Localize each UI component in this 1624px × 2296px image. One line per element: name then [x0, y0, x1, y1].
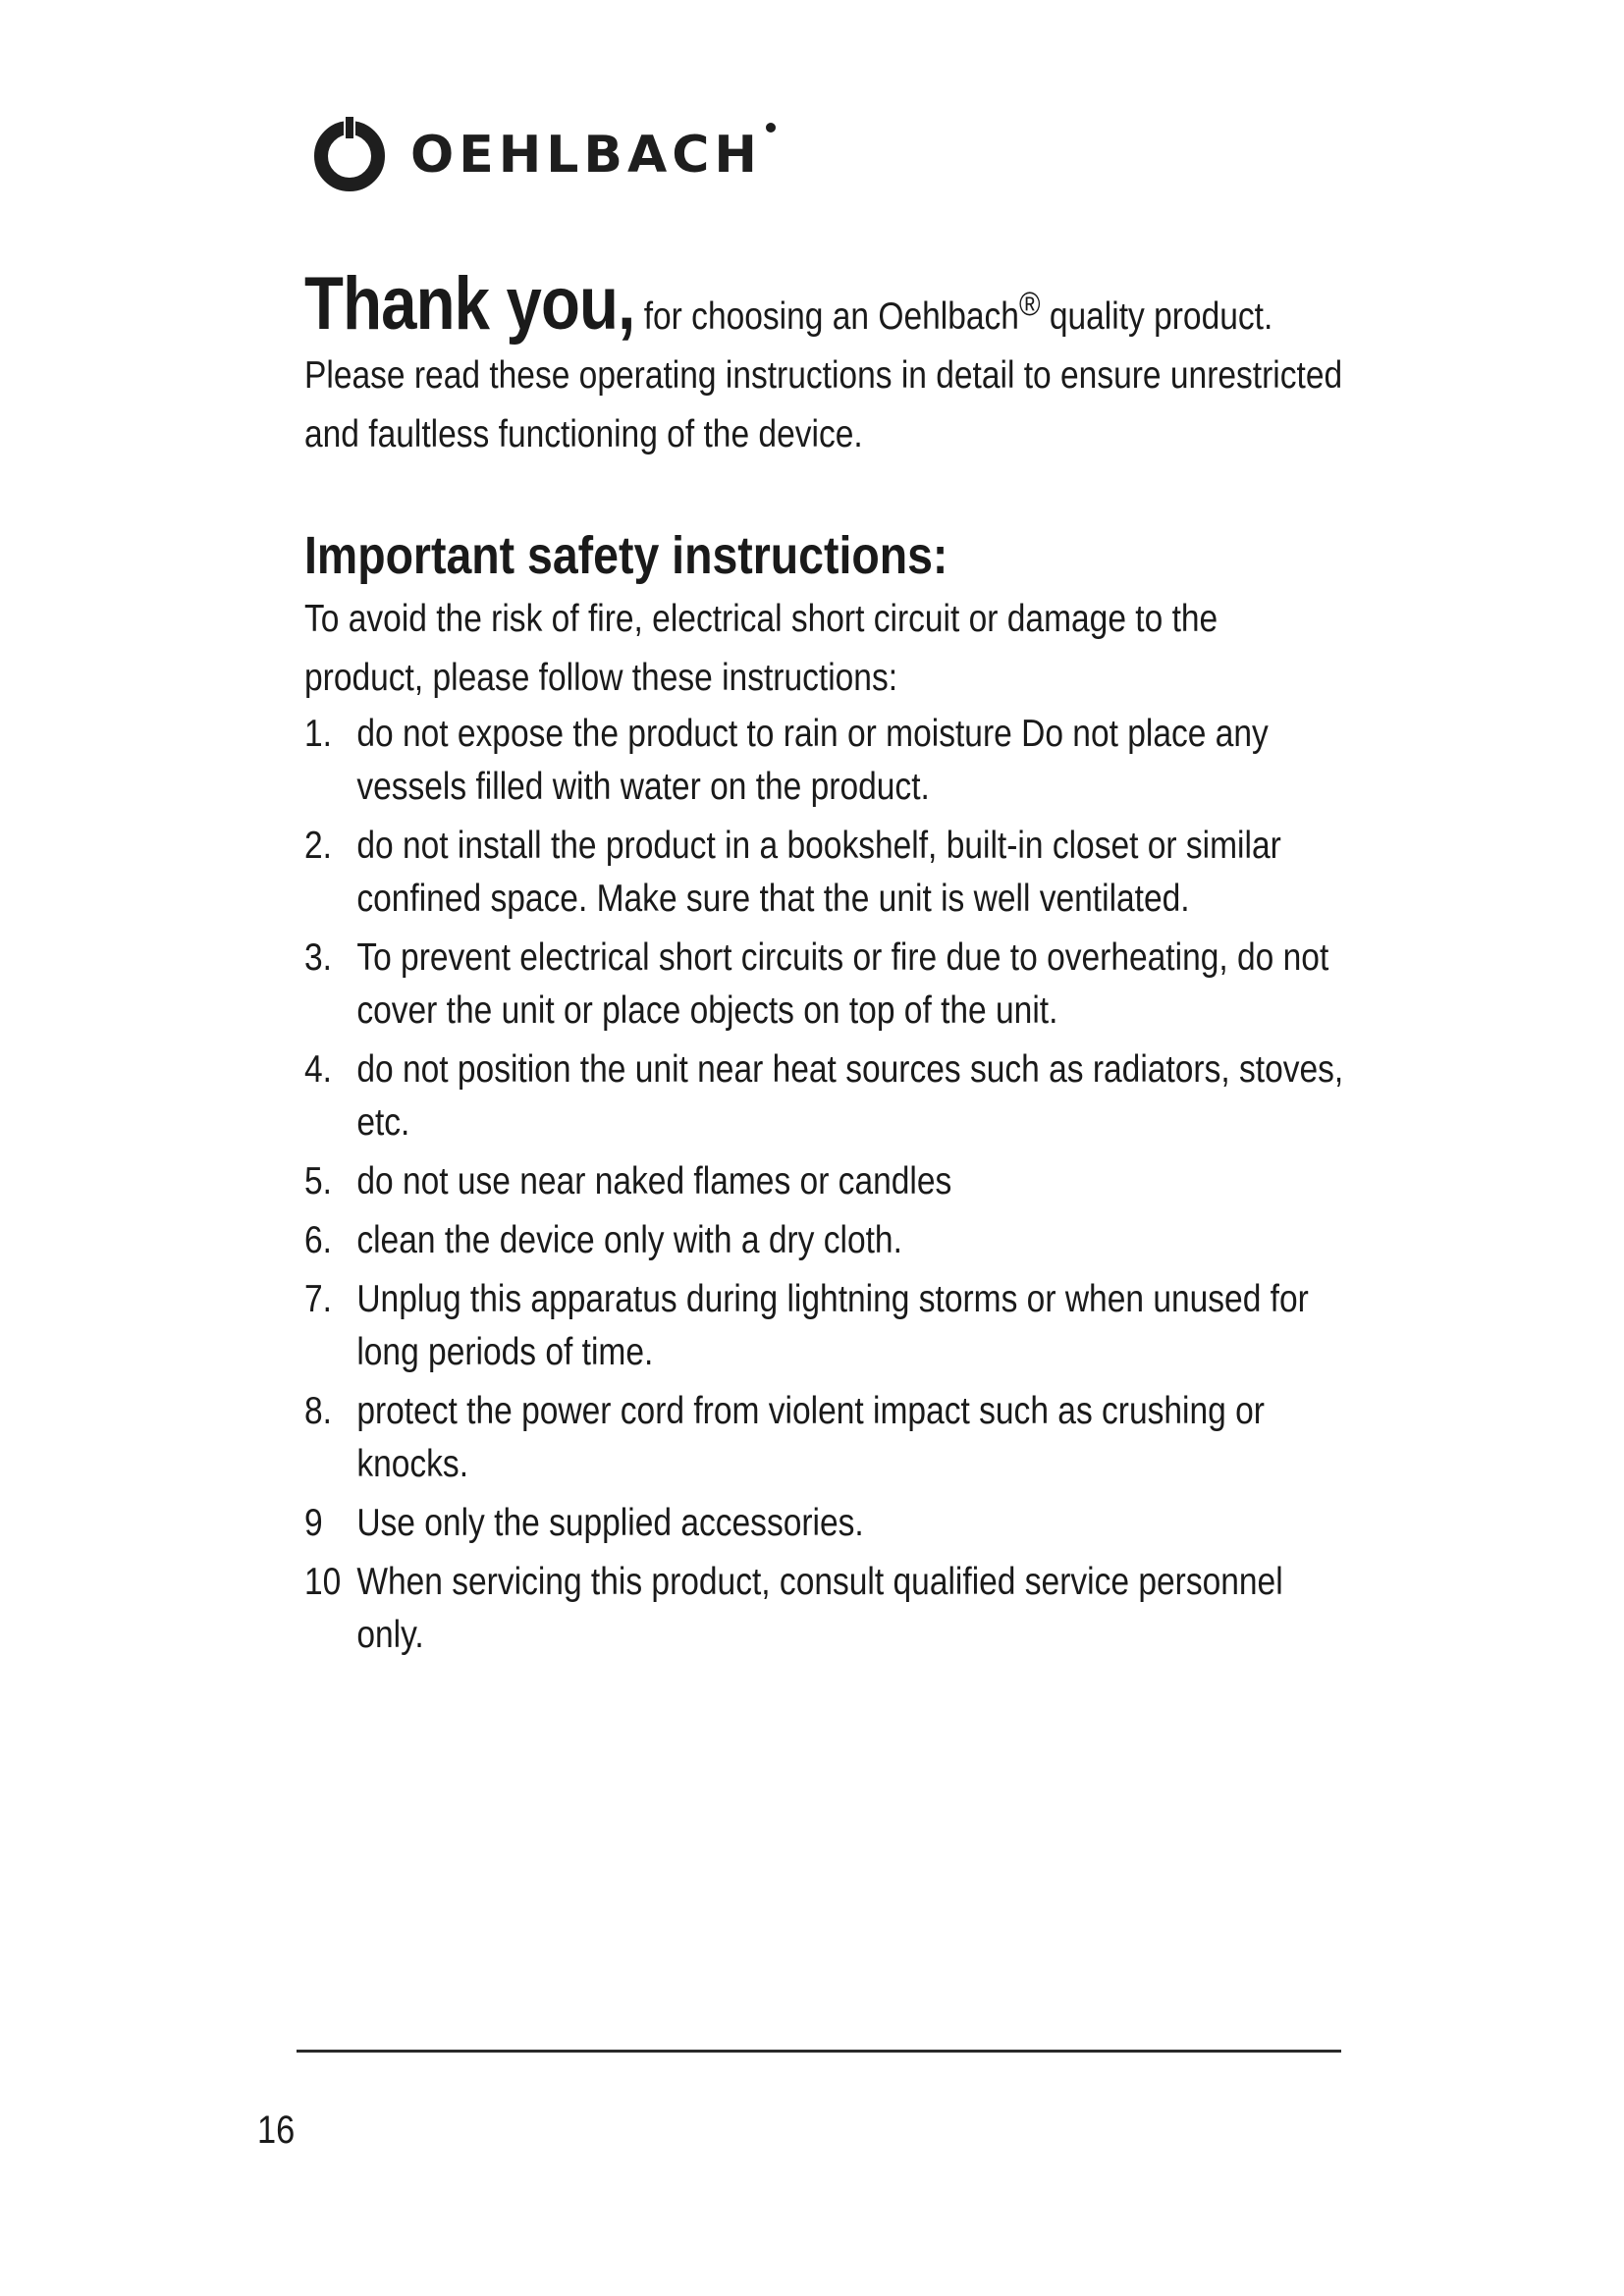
item-number: 6.	[304, 1219, 332, 1261]
item-text: Unplug this apparatus during lightning storms or when unused for long periods of time.	[356, 1278, 1309, 1373]
safety-title: Important safety instructions:	[304, 526, 948, 585]
item-number: 5.	[304, 1160, 332, 1202]
thank-you-heading: Thank you,	[304, 262, 635, 346]
item-text: do not position the unit near heat sources such as radiators, stoves, etc.	[356, 1048, 1344, 1144]
oehlbach-o-icon	[310, 111, 389, 195]
safety-intro: To avoid the risk of fire, electrical short circuit or damage to the product, please follow these instructions:	[304, 598, 1218, 699]
item-text: clean the device only with a dry cloth.	[356, 1219, 902, 1261]
registered-mark: ®	[1018, 286, 1041, 323]
list-item	[304, 1155, 1345, 1208]
intro-text-b: quality product. Please read these operating instructions in detail to ensure unrestricted and faultless functioning of the device.	[304, 295, 1343, 455]
item-number: 7.	[304, 1278, 332, 1320]
safety-list	[304, 708, 1345, 1662]
item-number: 1.	[304, 713, 332, 755]
intro-paragraph	[304, 262, 1345, 464]
list-item	[304, 1497, 1345, 1550]
list-item	[304, 708, 1345, 814]
item-text: do not use near naked flames or candles	[356, 1160, 952, 1202]
trademark-dot	[766, 123, 776, 133]
list-item	[304, 820, 1345, 926]
main-content	[304, 262, 1345, 1668]
list-item	[304, 1043, 1345, 1149]
list-item	[304, 1556, 1345, 1662]
page-number: 16	[257, 2109, 296, 2152]
brand-name: OEHLBACH	[410, 126, 762, 185]
item-text: When servicing this product, consult qualified service personnel only.	[356, 1561, 1283, 1656]
item-number: 4.	[304, 1048, 332, 1091]
list-item	[304, 1385, 1345, 1491]
item-text: Use only the supplied accessories.	[356, 1502, 864, 1544]
item-number: 3.	[304, 936, 332, 979]
list-item	[304, 1214, 1345, 1267]
footer-divider	[297, 2050, 1341, 2053]
intro-text-a: for choosing an Oehlbach	[634, 295, 1019, 338]
item-text: do not install the product in a bookshelf, built-in closet or similar confined space. Make sure that the unit is well ventilated.	[356, 825, 1281, 920]
item-number: 9	[304, 1502, 323, 1544]
brand-logo	[310, 108, 776, 198]
item-text: do not expose the product to rain or moisture Do not place any vessels filled with water on the product.	[356, 713, 1269, 808]
item-number: 2.	[304, 825, 332, 867]
item-number: 10	[304, 1561, 342, 1603]
item-text: To prevent electrical short circuits or fire due to overheating, do not cover the unit or place objects on top of the unit.	[356, 936, 1329, 1032]
list-item	[304, 1273, 1345, 1379]
list-item	[304, 932, 1345, 1038]
item-text: protect the power cord from violent impact such as crushing or knocks.	[356, 1390, 1265, 1485]
item-number: 8.	[304, 1390, 332, 1432]
